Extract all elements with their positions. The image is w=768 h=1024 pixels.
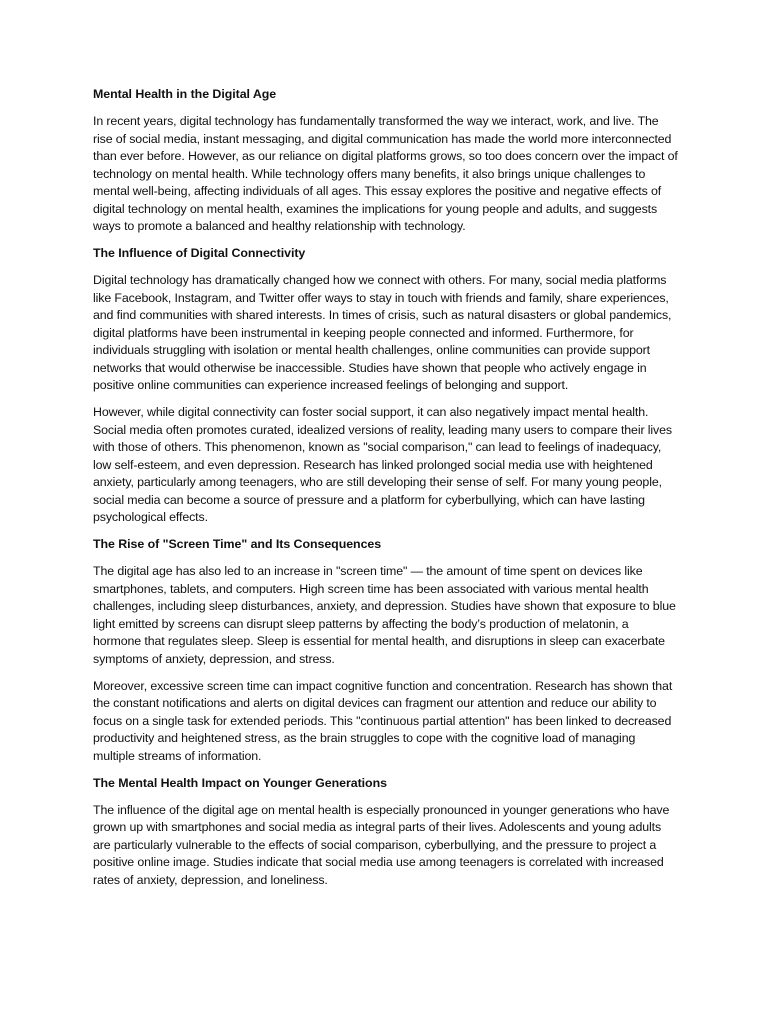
section-intro: [93, 86, 678, 236]
section-heading: Mental Health in the Digital Age: [93, 87, 277, 101]
document-page: [93, 86, 678, 899]
paragraph: The digital age has also led to an increase in "screen time" — the amount of time spent on devices like smartphones, tablets, and computers. High screen time has been associated with various mental health challenges, including sleep disturbances, anxiety, and depression. Studies have shown that exposure to blue light emitted by screens can disrupt sleep patterns by affecting the body’s production of melatonin, a hormone that regulates sleep. Sleep is essential for mental health, and disruptions in sleep can exacerbate symptoms of anxiety, depression, and stress.: [93, 564, 676, 666]
paragraph: In recent years, digital technology has fundamentally transformed the way we interact, work, and live. The rise of social media, instant messaging, and digital communication has made the world more interconnected than ever before. However, as our reliance on digital platforms grows, so too does concern over the impact of technology on mental health. While technology offers many benefits, it also brings unique challenges to mental well-being, affecting individuals of all ages. This essay explores the positive and negative effects of digital technology on mental health, examines the implications for young people and adults, and suggests ways to promote a balanced and healthy relationship with technology.: [93, 114, 678, 233]
paragraph: The influence of the digital age on mental health is especially pronounced in younger generations who have grown up with smartphones and social media as integral parts of their lives. Adolescents and young adults are particularly vulnerable to the effects of social comparison, cyberbullying, and the pressure to project a positive online image. Studies indicate that social media use among teenagers is correlated with increased rates of anxiety, depression, and loneliness.: [93, 802, 670, 887]
section-younger-generations: [93, 775, 678, 890]
section-digital-connectivity: [93, 245, 678, 527]
section-heading: The Mental Health Impact on Younger Generations: [93, 775, 387, 790]
section-heading: The Rise of "Screen Time" and Its Consequences: [93, 537, 382, 551]
paragraph: Digital technology has dramatically changed how we connect with others. For many, social media platforms like Facebook, Instagram, and Twitter offer ways to stay in touch with friends and family, share experiences, and find communities with shared interests. In times of crisis, such as natural disasters or global pandemics, digital platforms have been instrumental in keeping people connected and informed. Furthermore, for individuals struggling with isolation or mental health challenges, online communities can provide support networks that would otherwise be inaccessible. Studies have shown that people who actively engage in positive online communities can experience increased feelings of belonging and support.: [93, 273, 672, 392]
section-heading: The Influence of Digital Connectivity: [93, 246, 306, 260]
paragraph: Moreover, excessive screen time can impact cognitive function and concentration. Research has shown that the constant notifications and alerts on digital devices can fragment our attention and reduce our ability to focus on a single task for extended periods. This "continuous partial attention" has been linked to decreased productivity and heightened stress, as the brain struggles to cope with the cognitive load of managing multiple streams of information.: [93, 678, 673, 763]
paragraph: However, while digital connectivity can foster social support, it can also negatively impact mental health. Social media often promotes curated, idealized versions of reality, leading many users to compare their lives with those of others. This phenomenon, known as "social comparison," can lead to feelings of inadequacy, low self-esteem, and even depression. Research has linked prolonged social media use with heightened anxiety, particularly among teenagers, who are still developing their sense of self. For many young people, social media can become a source of pressure and a platform for cyberbullying, which can have lasting psychological effects.: [93, 405, 672, 524]
section-screen-time: [93, 536, 678, 765]
